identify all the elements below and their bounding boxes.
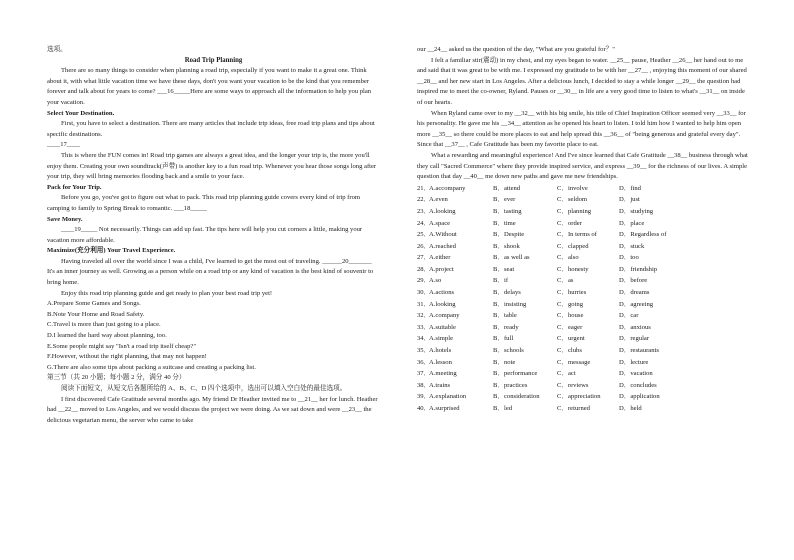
choice-row bbox=[417, 206, 750, 218]
choice-b: B．practices bbox=[493, 381, 528, 389]
choice-a: A.actions bbox=[429, 289, 455, 297]
choice-row bbox=[417, 322, 750, 334]
choice-c: C．honesty bbox=[557, 265, 589, 273]
choice-row bbox=[417, 299, 750, 311]
choice-row bbox=[417, 333, 750, 345]
choice-b: B．seat bbox=[493, 265, 515, 273]
question-number: 25． bbox=[417, 231, 431, 239]
choice-d: D．just bbox=[619, 196, 640, 204]
choice-a: A.Without bbox=[429, 231, 457, 239]
section-3-heading: 第三节（共 20 小题；每小题 2 分，满分 40 分） bbox=[47, 374, 186, 382]
choice-c: C．urgent bbox=[557, 335, 585, 343]
option-d: D.I learned the hard way about planning, too. bbox=[47, 332, 167, 340]
choice-b: B．note bbox=[493, 358, 516, 366]
choice-row bbox=[417, 264, 750, 276]
option-a: A.Prepare Some Games and Songs. bbox=[47, 300, 141, 308]
choice-d: D．dreams bbox=[619, 289, 650, 297]
question-number: 33． bbox=[417, 323, 431, 331]
choice-row bbox=[417, 403, 750, 415]
choice-row bbox=[417, 357, 750, 369]
choice-d: D．car bbox=[619, 312, 639, 320]
choice-d: D．agreeing bbox=[619, 300, 654, 308]
option-e: E.Some people might say "Isn't a road trip itself cheap?" bbox=[47, 342, 197, 350]
choice-d: D．before bbox=[619, 277, 648, 285]
choice-a: A.surprised bbox=[429, 405, 460, 412]
choice-row bbox=[417, 380, 750, 392]
choice-b: B．attend bbox=[493, 184, 521, 192]
choice-d: D．concludes bbox=[619, 381, 657, 389]
choice-b: B．performance bbox=[493, 370, 538, 378]
intro-text: 选项。 bbox=[47, 46, 67, 53]
choice-d: D．studying bbox=[619, 207, 654, 215]
choice-c: C．appreciation bbox=[557, 393, 601, 401]
choice-a: A.space bbox=[429, 219, 451, 227]
paragraph-1: There are so many things to consider when planning a road trip, especially if you want to make it a great one. Think about it, with what little vacation time we have these days, don't you want your vacation to be the kind that you remember forever and talk about for years to come? ___16_____Here are some ways to approach all the information to help you plan your vacation. bbox=[47, 67, 372, 106]
choice-c: C．house bbox=[557, 312, 584, 320]
choice-d: D．place bbox=[619, 219, 645, 227]
choice-b: B．if bbox=[493, 277, 509, 285]
paragraph-3: This is where the FUN comes in! Road trip games are always a great idea, and the longer your trip is, the more you'll enjoy them. Creating your own soundtrack(声带) is another key to a fun road trip. Whenever you hear those songs long after your trip, they will bring memories flooding back and a smile to your face. bbox=[47, 151, 377, 181]
choice-d: D．lecture bbox=[619, 358, 649, 366]
choice-row bbox=[417, 218, 750, 230]
choice-b: B．Despite bbox=[493, 231, 525, 239]
choice-a: A.explanation bbox=[429, 393, 467, 401]
choice-c: C．returned bbox=[557, 405, 590, 412]
choice-b: B．full bbox=[493, 335, 514, 343]
choice-a: A.project bbox=[429, 265, 454, 273]
paragraph-4: Before you go, you've got to figure out what to pack. This road trip planning guide covers every kind of trip from camping to family to Spring Break to romantic. ___18_____ bbox=[47, 194, 360, 212]
choice-a: A.simple bbox=[429, 335, 453, 343]
choice-c: C．order bbox=[557, 219, 582, 227]
section-3-instructions: 阅读下面短文，从短文后各题所给的 A、B、C、D 四个选项中，选出可以填入空白处的最佳选项。 bbox=[61, 385, 347, 392]
option-f: F.However, without the right planning, that may not happen! bbox=[47, 353, 207, 361]
cloze-paragraph-4: What a rewarding and meaningful experience! And I've since learned that Cafe Gratitude __38__ business through what they call "Sacred Commerce" where they provide inspired service, and express __39__ for the richness of our lives. A simple question that day __40__ me down new paths and gave me new friendships. bbox=[417, 151, 748, 181]
question-number: 37． bbox=[417, 370, 431, 378]
choice-b: B．as well as bbox=[493, 254, 530, 262]
choice-a: A.looking bbox=[429, 207, 456, 215]
heading-pack: Pack for Your Trip. bbox=[47, 183, 102, 191]
question-number: 28． bbox=[417, 265, 431, 273]
choice-row bbox=[417, 229, 750, 241]
choice-d: D．too bbox=[619, 254, 639, 262]
choice-row bbox=[417, 345, 750, 357]
choice-a: A.even bbox=[429, 196, 448, 204]
question-number: 31． bbox=[417, 300, 431, 308]
choice-b: B．consideration bbox=[493, 393, 540, 401]
passage-title: Road Trip Planning bbox=[184, 56, 243, 64]
heading-save-money: Save Money. bbox=[47, 215, 83, 223]
choice-row bbox=[417, 183, 750, 195]
question-number: 32． bbox=[417, 312, 431, 320]
choice-a: A.trains bbox=[429, 381, 451, 389]
paragraph-7: Enjoy this road trip planning guide and get ready to plan your best road trip yet! bbox=[61, 289, 273, 297]
choice-d: D．friendship bbox=[619, 265, 658, 273]
choice-row bbox=[417, 368, 750, 380]
option-g: G.There are also some tips about packing a suitcase and creating a packing list. bbox=[47, 363, 256, 371]
choice-row bbox=[417, 310, 750, 322]
question-number: 34． bbox=[417, 335, 431, 343]
choice-b: B．delays bbox=[493, 289, 521, 297]
choice-d: D．find bbox=[619, 184, 641, 192]
choice-b: B．table bbox=[493, 312, 517, 320]
question-number: 24． bbox=[417, 219, 431, 227]
heading-maximize: Maximize(充分利用) Your Travel Experience. bbox=[47, 247, 176, 255]
right-column bbox=[417, 45, 750, 415]
choice-d: D．vacation bbox=[619, 370, 653, 378]
choice-b: B．ever bbox=[493, 196, 516, 204]
choice-b: B．insisting bbox=[493, 300, 527, 308]
choice-b: B．schools bbox=[493, 347, 524, 355]
question-number: 26． bbox=[417, 242, 431, 250]
option-c: C.Travel is more than just going to a place. bbox=[47, 321, 161, 329]
blank-17: ____17____ bbox=[47, 141, 80, 149]
paragraph-2: First, you have to select a destination. There are many articles that include trip ideas, free road trip plans and tips about specific destinations. bbox=[47, 120, 375, 138]
left-column bbox=[47, 45, 380, 426]
choice-a: A.company bbox=[429, 312, 460, 320]
choice-c: C．as bbox=[557, 277, 574, 285]
question-number: 22． bbox=[417, 196, 431, 204]
cloze-paragraph-1: I first discovered Cafe Gratitude several months ago. My friend Dr Heather invited me to __21__ her for lunch. Heather had __22__ moved to Los Angeles, and we would discuss the project we were doing. As we sat down and were __23__ the delicious vegetarian menu, the server who came to take bbox=[47, 395, 378, 424]
choice-c: C．eager bbox=[557, 323, 583, 331]
choice-d: D．application bbox=[619, 393, 660, 401]
choice-c: C．involve bbox=[557, 184, 588, 192]
choice-row bbox=[417, 275, 750, 287]
paragraph-5: ____19_____ Not necessarily. Things can add up fast. The tips here will help you cut corners a little, making your vacation more affordable. bbox=[47, 226, 363, 244]
choice-row bbox=[417, 194, 750, 206]
question-number: 23． bbox=[417, 207, 431, 215]
choice-a: A.looking bbox=[429, 300, 456, 308]
cloze-paragraph-3: When Ryland came over to my __32__ with his big smile, his title of Chief Inspiration Officer seemed very __33__ for his personality. He gave me his __34__ attention as he opened his heart to listen. I told him how I wanted to help him open more __35__ so there could be more places to eat and help spread this __36__ of "being generous and grateful every day". Since that __37__ , Cafe Gratitude has been my favorite place to eat. bbox=[417, 109, 746, 149]
cloze-paragraph-1-cont: our __24__ asked us the question of the day, "What are you grateful for？" bbox=[417, 46, 615, 53]
choice-a: A.lesson bbox=[429, 358, 452, 366]
choice-d: D．Regardless of bbox=[619, 231, 667, 239]
choice-a: A.either bbox=[429, 254, 451, 262]
choice-c: C．clapped bbox=[557, 242, 589, 250]
question-number: 40． bbox=[417, 405, 431, 412]
cloze-choices bbox=[417, 183, 750, 415]
choice-c: C．reviews bbox=[557, 381, 589, 389]
question-number: 21． bbox=[417, 184, 431, 192]
choice-d: D．stuck bbox=[619, 242, 645, 250]
choice-a: A.suitable bbox=[429, 323, 456, 331]
choice-b: B．led bbox=[493, 405, 513, 412]
choice-d: D．anxious bbox=[619, 323, 651, 331]
choice-a: A.reached bbox=[429, 242, 456, 250]
choice-a: A.meeting bbox=[429, 370, 457, 378]
choice-d: D．regular bbox=[619, 335, 650, 343]
question-number: 39． bbox=[417, 393, 431, 401]
cloze-paragraph-2: I felt a familiar stir(震动) in my chest, and my eyes began to water. __25__ pause, Heather __26__ her hand out to me and said that it was great to be with me. I expressed my gratitude to be with her __27__ , enjoying this moment of our shared __28__ and her new start in Los Angeles. After a delicious lunch, I decided to stay a while longer __29__ the question had inspired me to meet the co-owner, Ryland. Pauses or __30__ in life are a very good time to listen to what's __31__ on inside of our hearts. bbox=[417, 56, 747, 106]
choice-c: C．planning bbox=[557, 207, 592, 215]
choice-c: C．seldom bbox=[557, 196, 588, 204]
choice-a: A.hotels bbox=[429, 347, 452, 355]
choice-c: C．In terms of bbox=[557, 231, 597, 239]
choice-c: C．also bbox=[557, 254, 579, 262]
option-b: B.Note Your Home and Road Safety. bbox=[47, 310, 145, 318]
choice-d: D．restaurants bbox=[619, 347, 659, 355]
question-number: 35． bbox=[417, 347, 431, 355]
paragraph-6: Having traveled all over the world since I was a child, I've learned to get the most out of traveling. ______20_______ It's an inner journey as well. Growing as a person while on a road trip or any kind of vacation is the best kind of souvenir to bring home. bbox=[47, 257, 374, 287]
choice-d: D．held bbox=[619, 405, 642, 412]
choice-c: C．act bbox=[557, 370, 576, 378]
question-number: 30． bbox=[417, 289, 431, 297]
choice-b: B．shook bbox=[493, 242, 520, 250]
question-number: 27． bbox=[417, 254, 431, 262]
choice-row bbox=[417, 287, 750, 299]
seven-choice-options bbox=[47, 299, 380, 373]
choice-row bbox=[417, 241, 750, 253]
choice-c: C．clubs bbox=[557, 347, 582, 355]
question-number: 29． bbox=[417, 277, 431, 285]
choice-row bbox=[417, 391, 750, 403]
question-number: 36． bbox=[417, 358, 431, 366]
choice-c: C．going bbox=[557, 300, 584, 308]
choice-b: B．time bbox=[493, 219, 516, 227]
choice-row bbox=[417, 252, 750, 264]
choice-a: A.accompany bbox=[429, 184, 466, 192]
question-number: 38． bbox=[417, 381, 431, 389]
heading-select-destination: Select Your Destination. bbox=[47, 109, 115, 117]
choice-a: A.so bbox=[429, 277, 442, 285]
choice-b: B．tasting bbox=[493, 207, 522, 215]
choice-c: C．hurries bbox=[557, 289, 587, 297]
choice-b: B．ready bbox=[493, 323, 519, 331]
choice-c: C．message bbox=[557, 358, 591, 366]
